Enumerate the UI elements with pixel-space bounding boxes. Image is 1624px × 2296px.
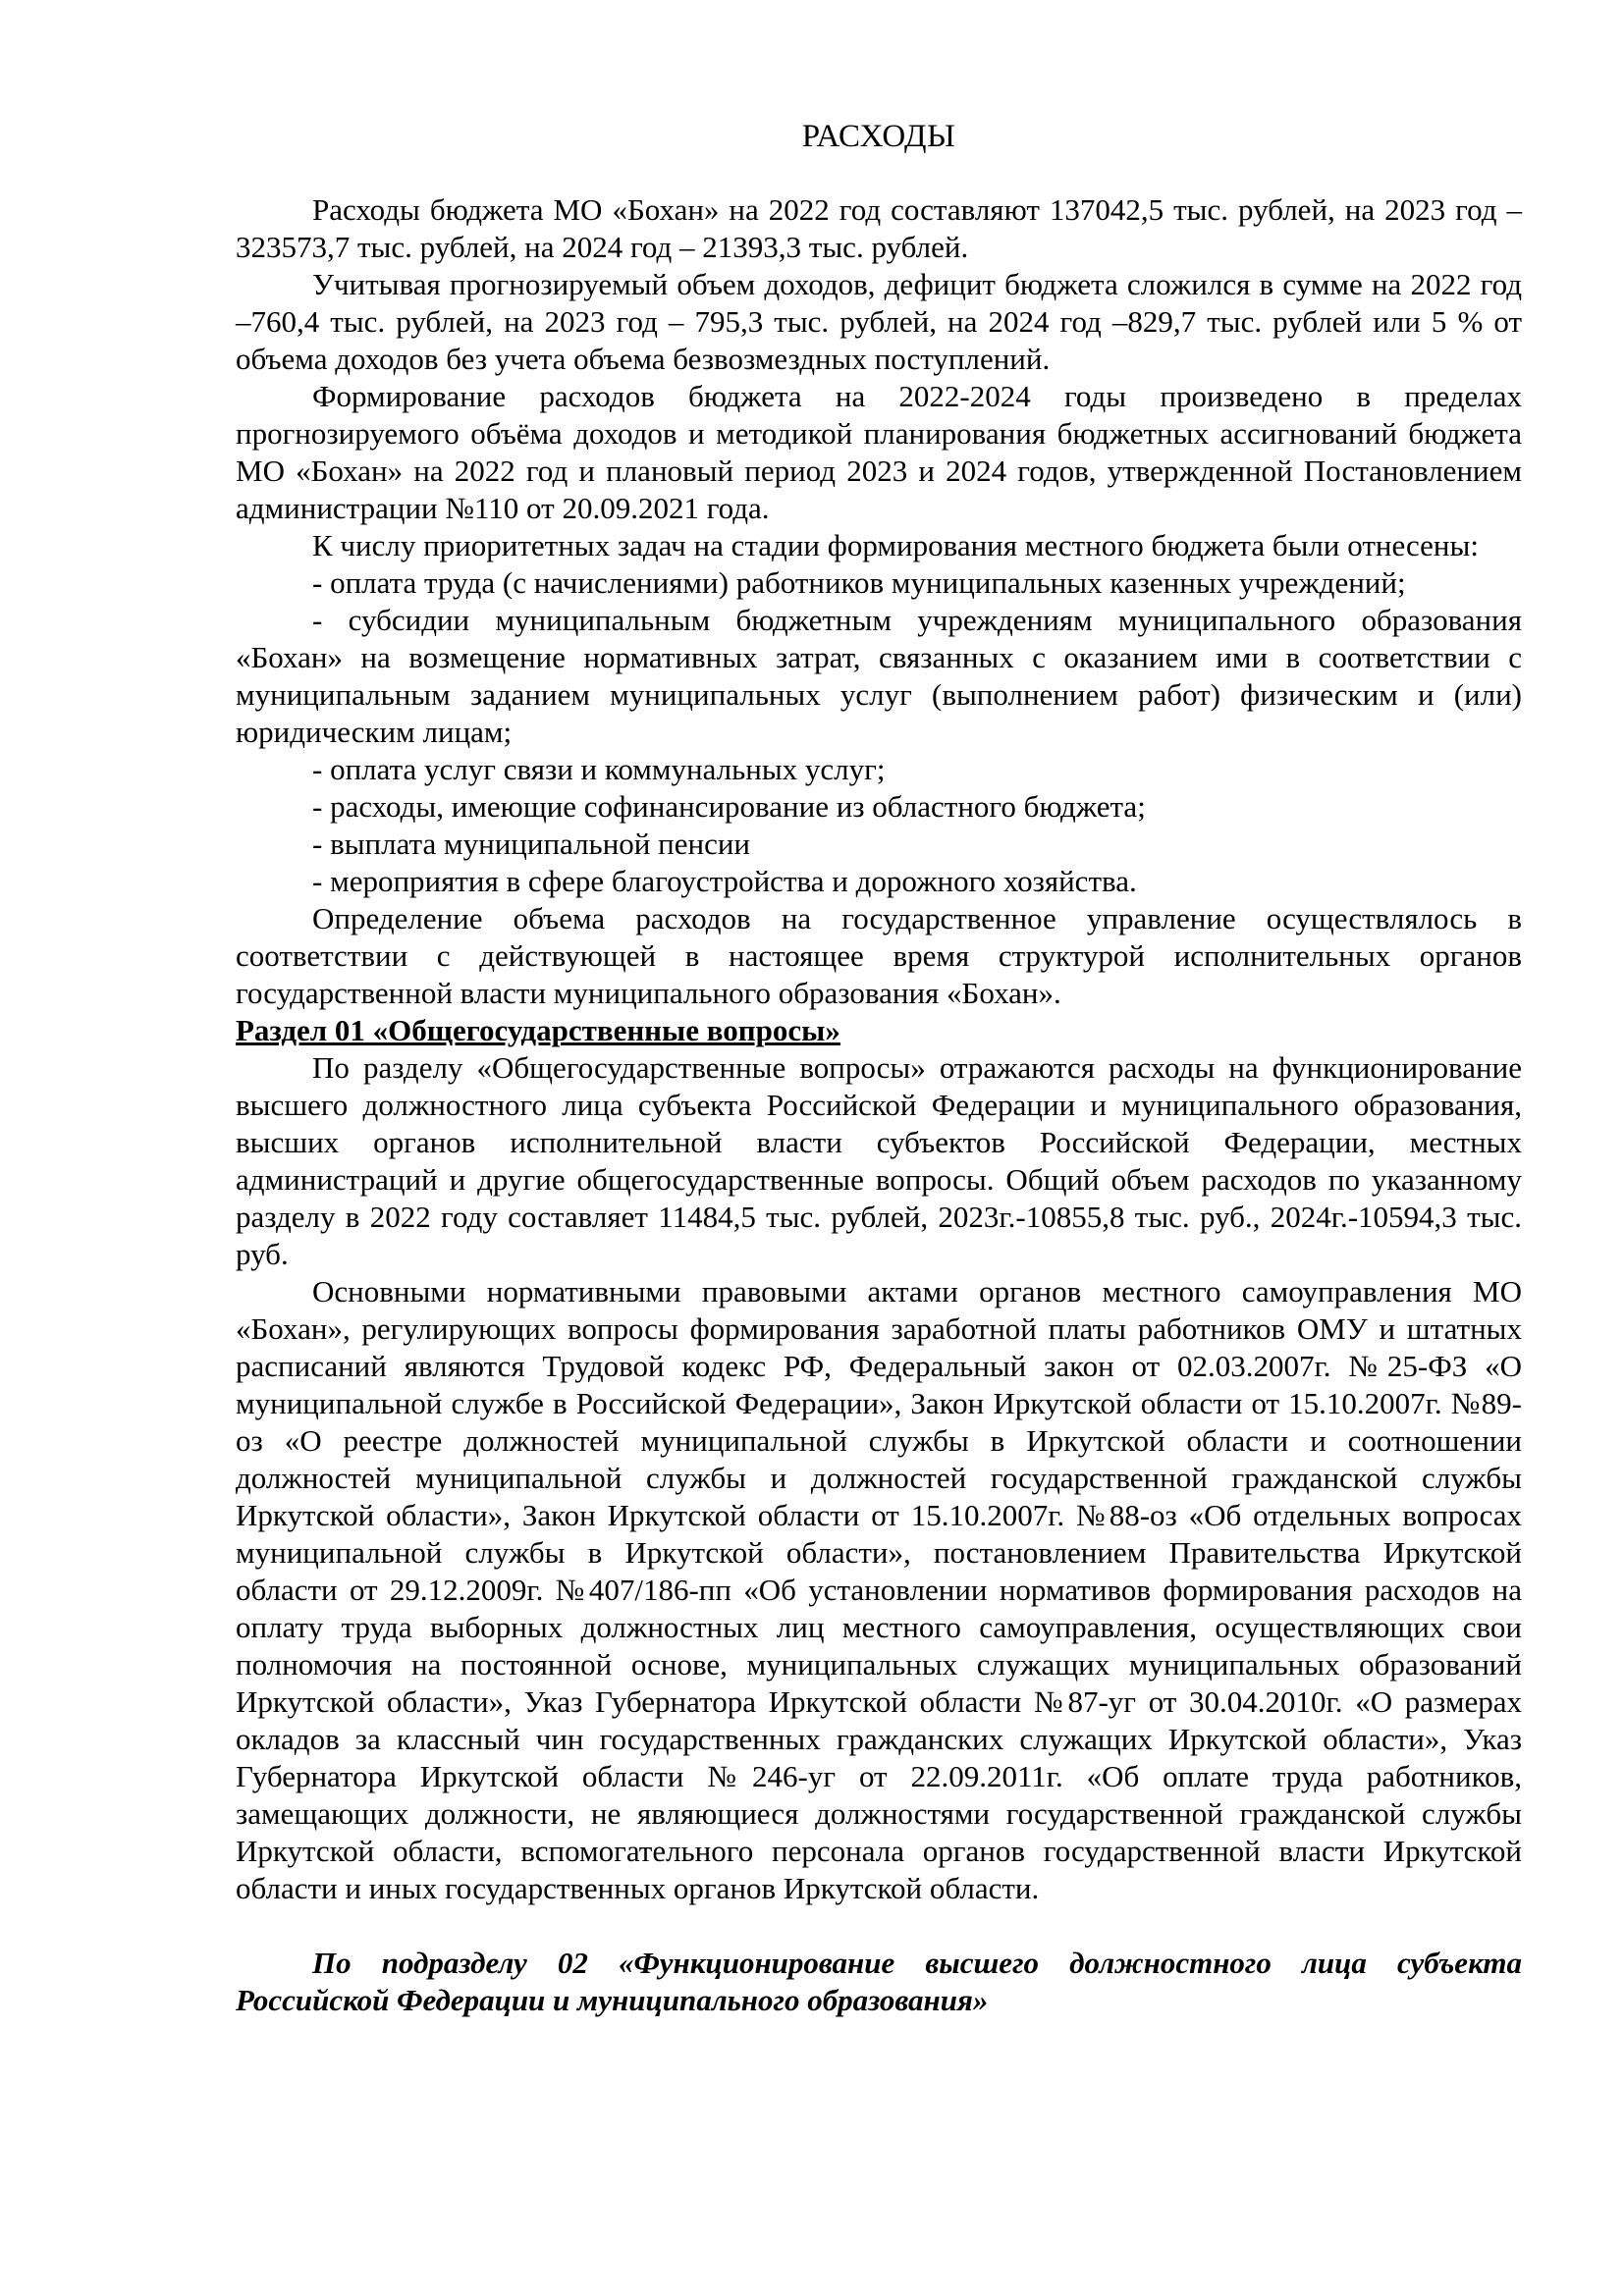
section-01-paragraph: Основными нормативными правовыми актами органов местного самоуправления МО «Бохан», регулирующих вопросы формирования заработной платы работников ОМУ и штатных расписаний являются Трудовой кодекс РФ, Федеральный закон от 02.03.2007г. №25-ФЗ «О муниципальной службе в Российской Федерации», Закон Иркутской области от 15.10.2007г. №89-оз «О реестре должностей муниципальной службы в Иркутской области и соотношении должностей муниципальной службы и должностей государственной гражданской службы Иркутской области», Закон Иркутской области от 15.10.2007г. №88-оз «Об отдельных вопросах муниципальной службы в Иркутской области», постановлением Правительства Иркутской области от 29.12.2009г. №407/186-пп «Об установлении нормативов формирования расходов на оплату труда выборных должностных лиц местного самоуправления, осуществляющих свои полномочия на постоянной основе, муниципальных служащих муниципальных образований Иркутской области», Указ Губернатора Иркутской области №87-уг от 30.04.2010г. «О размерах окладов за классный чин государственных гражданских служащих Иркутской области», Указ Губернатора Иркутской области №246-уг от 22.09.2011г. «Об оплате труда работников, замещающих должности, не являющиеся должностями государственной гражданской службы Иркутской области, вспомогательного персонала органов государственной власти Иркутской области и иных государственных органов Иркутской области. — [236, 1274, 1522, 1905]
priority-item: - оплата труда (с начислениями) работников муниципальных казенных учреждений; — [312, 565, 1406, 600]
document-title: РАСХОДЫ — [801, 119, 956, 154]
subsection-02-heading: По подразделу 02 «Функционирование высшего должностного лица субъекта Российской Федерации и муниципального образования» — [236, 1946, 1522, 2017]
intro-paragraph-expenses: Расходы бюджета МО «Бохан» на 2022 год составляют 137042,5 тыс. рублей, на 2023 год – 323573,7 тыс. рублей, на 2024 год – 21393,3 тыс. рублей. — [236, 192, 1522, 264]
priority-item: - выплата муниципальной пенсии — [312, 827, 751, 861]
intro-paragraph-deficit: Учитывая прогнозируемый объем доходов, дефицит бюджета сложился в сумме на 2022 год –760,4 тыс. рублей, на 2023 год – 795,3 тыс. рублей, на 2024 год –829,7 тыс. рублей или 5 % от объема доходов без учета объема безвозмездных поступлений. — [236, 267, 1522, 376]
document-page — [236, 118, 1522, 2019]
priority-item: - расходы, имеющие софинансирование из областного бюджета; — [312, 789, 1146, 824]
spacer — [236, 1907, 1522, 1945]
priority-item: - мероприятия в сфере благоустройства и дорожного хозяйства. — [312, 864, 1137, 898]
intro-paragraph-priorities: К числу приоритетных задач на стадии формирования местного бюджета были отнесены: — [312, 528, 1479, 562]
intro-paragraph-formation: Формирование расходов бюджета на 2022-2024 годы произведено в пределах прогнозируемого объёма доходов и методикой планирования бюджетных ассигнований бюджета МО «Бохан» на 2022 год и плановый период 2023 и 2024 годов, утвержденной Постановлением администрации №110 от 20.09.2021 года. — [236, 379, 1522, 525]
definition-paragraph: Определение объема расходов на государственное управление осуществлялось в соответствии с действующей в настоящее время структурой исполнительных органов государственной власти муниципального образования «Бохан». — [236, 901, 1522, 1010]
priority-item: - оплата услуг связи и коммунальных услуг; — [312, 752, 886, 786]
section-01-heading: Раздел 01 «Общегосударственные вопросы» — [236, 1013, 840, 1047]
section-01-paragraph: По разделу «Общегосударственные вопросы» отражаются расходы на функционирование высшего должностного лица субъекта Российской Федерации и муниципального образования, высших органов исполнительной власти субъектов Российской Федерации, местных администраций и другие общегосударственные вопросы. Общий объем расходов по указанному разделу в 2022 году составляет 11484,5 тыс. рублей, 2023г.-10855,8 тыс. руб., 2024г.-10594,3 тыс. руб. — [236, 1050, 1522, 1271]
priority-item: - субсидии муниципальным бюджетным учреждениям муниципального образования «Бохан» на возмещение нормативных затрат, связанных с оказанием ими в соответствии с муниципальным заданием муниципальных услуг (выполнением работ) физическим и (или) юридическим лицам; — [236, 603, 1522, 749]
